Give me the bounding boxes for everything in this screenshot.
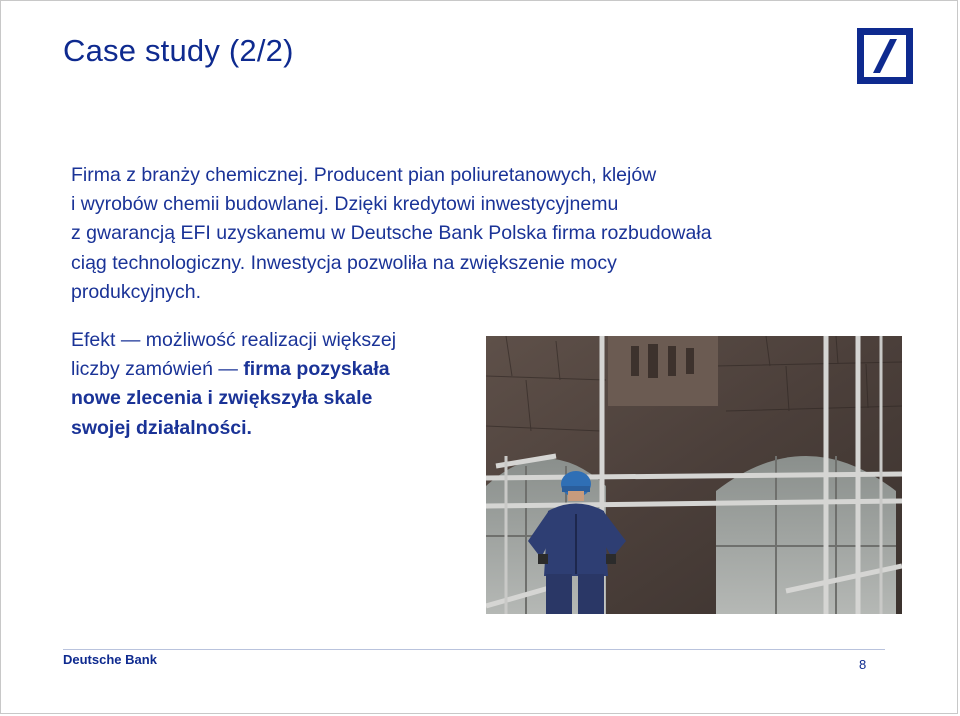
effect-line bbox=[71, 414, 481, 443]
page-number: 8 bbox=[859, 657, 867, 672]
footer-divider bbox=[63, 649, 885, 650]
description-line: Firma z branży chemicznej. Producent pian poliuretanowych, klejów bbox=[71, 164, 657, 186]
effect-line-bold: nowe zlecenia i zwiększyła skale bbox=[71, 387, 373, 410]
description-line: ciąg technologiczny. Inwestycja pozwoliła na zwiększenie mocy bbox=[71, 251, 617, 274]
description-line: z gwarancją EFI uzyskanemu w Deutsche Bank Polska firma rozbudowała bbox=[71, 222, 712, 245]
effect-line-bold: swojej działalności. bbox=[71, 416, 252, 439]
footer-brand: Deutsche Bank bbox=[63, 652, 157, 667]
description-line: i wyrobów chemii budowlanej. Dzięki kredytowi inwestycyjnemu bbox=[71, 193, 619, 216]
effect-line-plain: liczby zamówień — bbox=[71, 358, 244, 381]
case-description bbox=[71, 161, 861, 307]
effect-line bbox=[71, 384, 481, 413]
deutsche-bank-logo bbox=[857, 28, 913, 84]
slide-title: Case study (2/2) bbox=[63, 33, 294, 68]
effect-line bbox=[71, 355, 481, 384]
worker-on-scaffolding-photo bbox=[486, 336, 902, 614]
effect-line: Efekt — możliwość realizacji większej bbox=[71, 329, 397, 351]
effect-text bbox=[71, 326, 481, 443]
description-line: produkcyjnych. bbox=[71, 280, 202, 303]
effect-line-bold: firma pozyskała bbox=[243, 358, 390, 381]
